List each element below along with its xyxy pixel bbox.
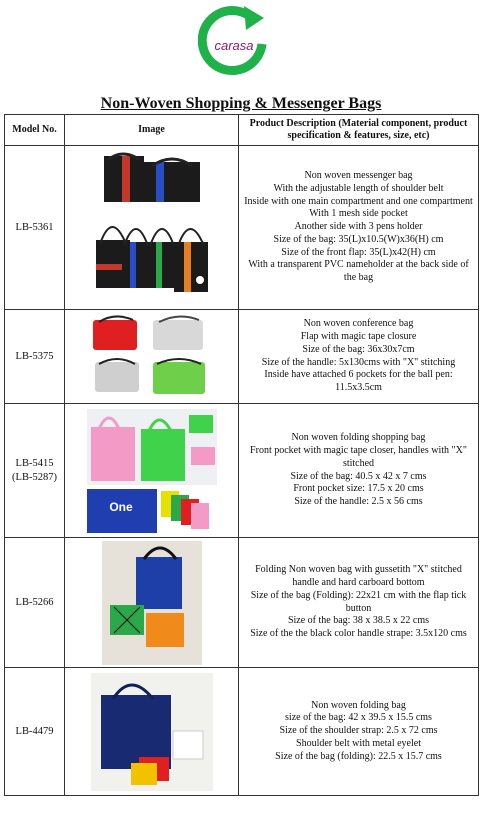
desc-line: With the adjustable length of shoulder belt <box>273 182 444 194</box>
image-cell <box>65 404 239 538</box>
desc-line: Size of the bag: 35(L)x10.5(W)x36(H) cm <box>273 233 444 245</box>
conference-bags-image <box>89 314 215 400</box>
desc-line: Size of the bag (Folding): 22x21 cm with the flap tick button <box>250 589 467 614</box>
model-cell: LB-5375 <box>5 310 65 404</box>
logo-text: carasa <box>214 38 254 53</box>
desc-line: Front pocket size: 17.5 x 20 cms <box>293 483 424 495</box>
description-cell <box>239 538 479 668</box>
page-title: Non-Woven Shopping & Messenger Bags <box>100 95 382 112</box>
desc-line: Size of the bag: 38 x 38.5 x 22 cms <box>287 615 430 627</box>
desc-line: Inside with one main compartment and one compartment <box>244 195 473 207</box>
table-row <box>5 146 479 310</box>
header-row <box>5 115 479 146</box>
model-cell: LB-5361 <box>5 146 65 310</box>
desc-line: Size of the handle: 2.5 x 56 cms <box>294 496 423 508</box>
table-row <box>5 538 479 668</box>
model-cell: LB-5266 <box>5 538 65 668</box>
desc-line: Another side with 3 pens holder <box>294 221 423 233</box>
desc-line: With 1 mesh side pocket <box>309 208 408 220</box>
folding-shopping-bags-image <box>85 407 219 535</box>
desc-line: Non woven folding shopping bag <box>291 432 426 444</box>
desc-line: Non woven folding bag <box>311 699 406 711</box>
desc-line: Size of the bag: 36x30x7cm <box>302 343 415 355</box>
model-cell: LB-4479 <box>5 668 65 796</box>
desc-line: Size of the shoulder strap: 2.5 x 72 cms <box>279 725 438 737</box>
image-cell <box>65 538 239 668</box>
desc-line: Inside have attached 6 pockets for the ball pen: 11.5x3.5cm <box>264 369 453 394</box>
desc-line: size of the bag: 42 x 39.5 x 15.5 cms <box>285 712 432 724</box>
image-cell <box>65 668 239 796</box>
desc-line: Size of the the black color handle strape: 3.5x120 cms <box>250 628 467 640</box>
desc-line: With a transparent PVC nameholder at the back side of the bag <box>248 259 469 284</box>
description-cell <box>239 146 479 310</box>
desc-line: Size of the bag (folding): 22.5 x 15.7 cms <box>275 750 442 762</box>
bag-print-text: One <box>108 499 133 514</box>
desc-line: Shoulder belt with metal eyelet <box>296 737 421 749</box>
image-cell <box>65 146 239 310</box>
folding-bags-image <box>91 673 213 791</box>
product-table <box>4 114 479 796</box>
image-cell <box>65 310 239 404</box>
desc-line: Folding Non woven bag with gussetith "X" stitched handle and hard carboard bottom <box>255 564 462 588</box>
desc-line: Front pocket with magic tape closer, handles with "X" stitched <box>250 444 467 469</box>
table-row <box>5 668 479 796</box>
messenger-bags-image <box>92 152 212 304</box>
desc-line: Size of the handle: 5x130cms with "X" stitching <box>261 356 456 368</box>
description-cell <box>239 404 479 538</box>
header-desc: Product Description (Material component, product specification & features, size, etc) <box>239 115 479 146</box>
desc-line: Non woven messenger bag <box>304 169 413 181</box>
table-row <box>5 404 479 538</box>
carasa-logo <box>198 4 270 84</box>
description-cell <box>239 668 479 796</box>
desc-line: Size of the front flap: 35(L)x42(H) cm <box>281 246 436 258</box>
header-model: Model No. <box>5 115 65 146</box>
table-row <box>5 310 479 404</box>
header-image: Image <box>65 115 239 146</box>
desc-line: Size of the bag: 40.5 x 42 x 7 cms <box>290 470 427 482</box>
model-cell: LB-5415 (LB-5287) <box>5 404 65 538</box>
desc-line: Flap with magic tape closure <box>300 330 417 342</box>
description-cell <box>239 310 479 404</box>
desc-line: Non woven conference bag <box>303 318 414 330</box>
folding-gusset-bags-image <box>102 541 202 665</box>
